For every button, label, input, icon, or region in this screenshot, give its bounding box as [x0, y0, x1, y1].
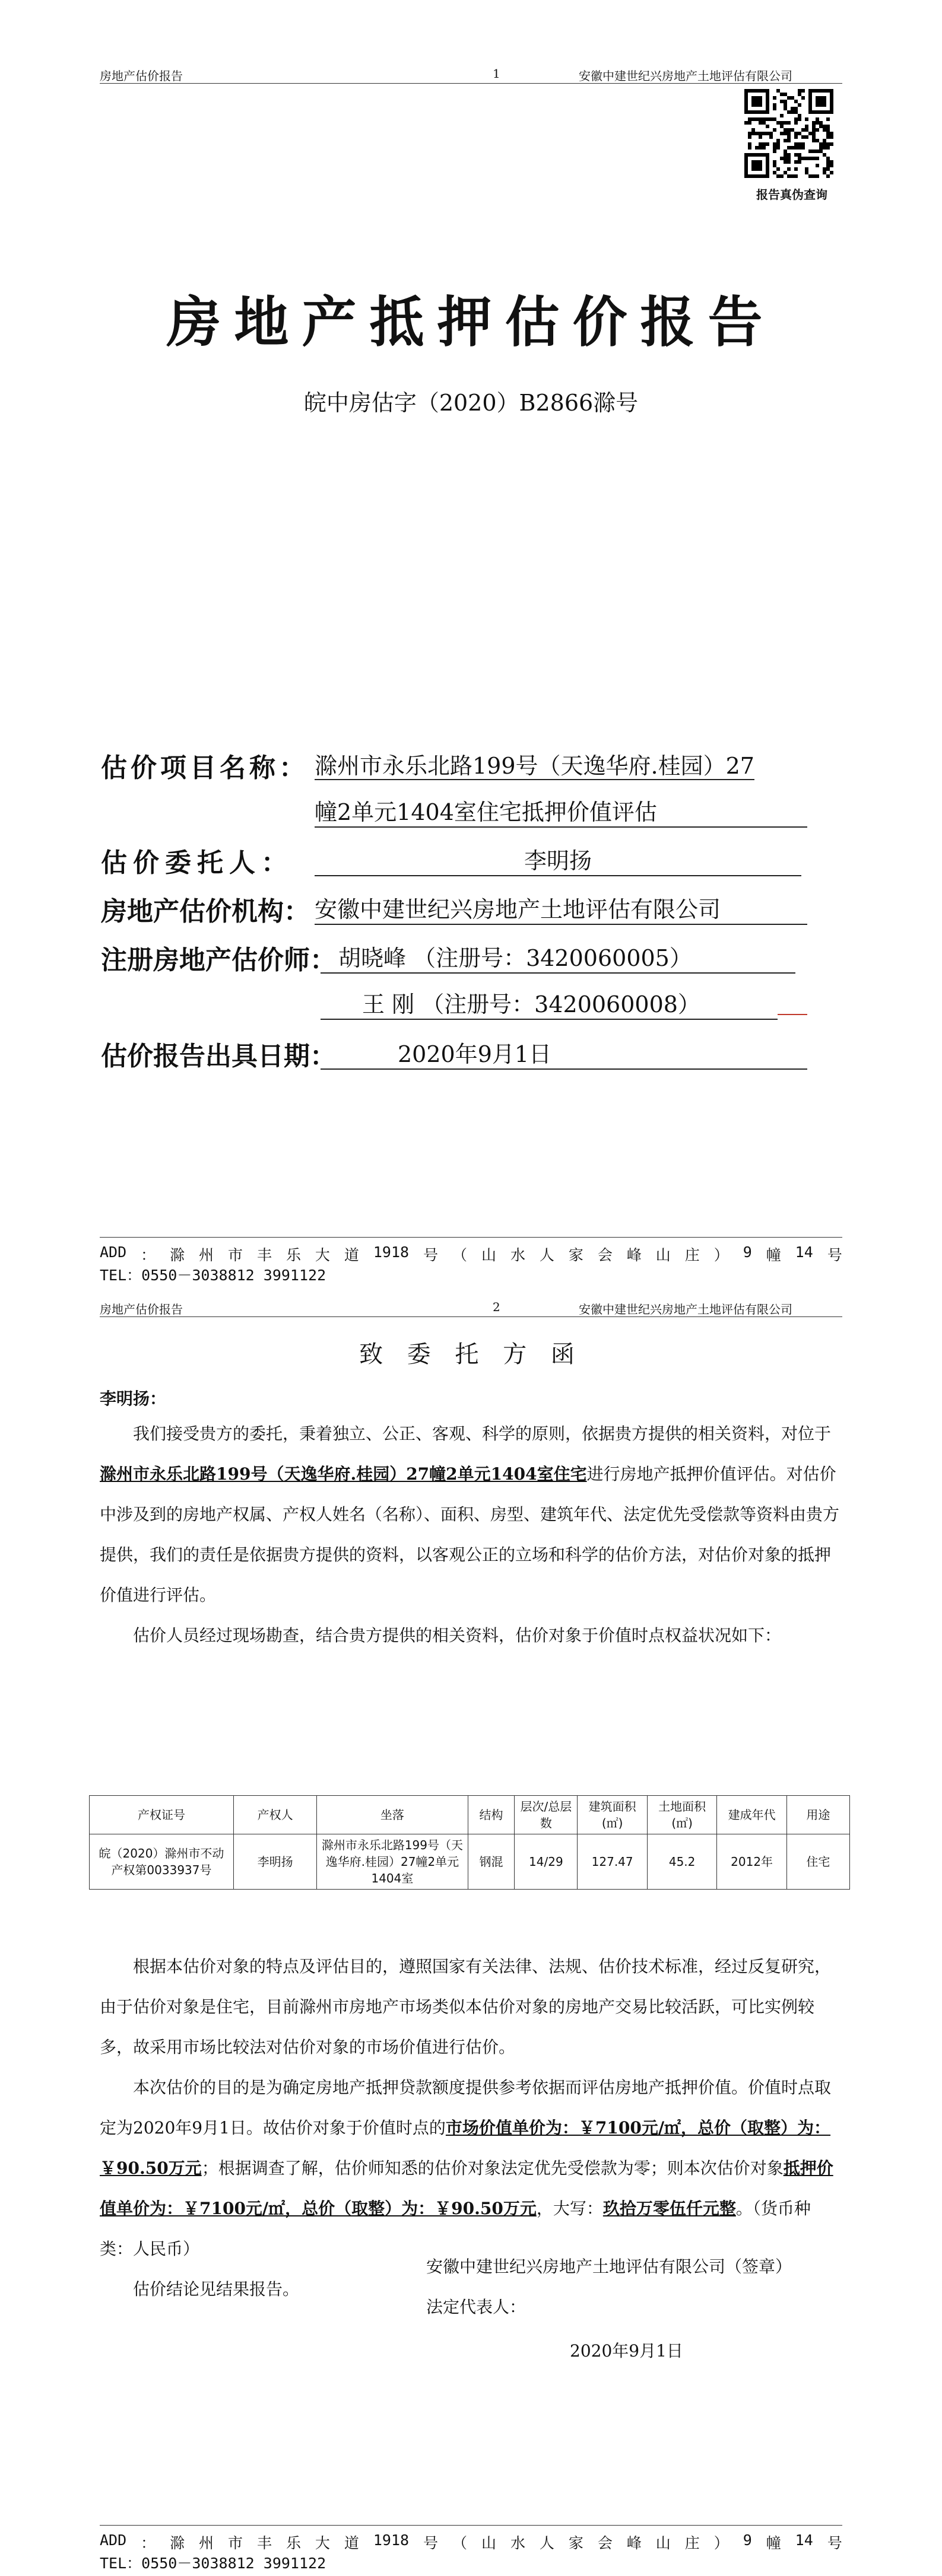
header-right: 安徽中建世纪兴房地产土地评估有限公司 [579, 69, 792, 83]
footer-address-char: 会 [597, 2534, 613, 2552]
page-2 [0, 1288, 942, 2576]
cell-year: 2012年 [717, 1834, 786, 1890]
header-rule [100, 1316, 842, 1317]
footer-address-char: 市 [228, 1246, 243, 1264]
qr-code-icon[interactable] [744, 89, 833, 178]
footer-address-char: ADD [100, 1244, 127, 1261]
header-left: 房地产估价报告 [100, 69, 183, 83]
cell-floor: 14/29 [515, 1834, 578, 1890]
project-line-1: 滁州市永乐北路199号（天逸华府.桂园）27 [315, 753, 754, 779]
footer-address-char: 山 [481, 1246, 496, 1264]
footer-address-char: ： [141, 2534, 156, 2552]
footer-address-char: 人 [539, 1246, 554, 1264]
col-header: 建成年代 [717, 1796, 786, 1834]
red-underline-mark [778, 1014, 807, 1015]
footer-address-char: 幢 [766, 1246, 781, 1264]
footer-address-char: 山 [481, 2534, 496, 2552]
col-header: 土地面积(㎡) [647, 1796, 716, 1834]
footer-address-char: ADD [100, 2532, 127, 2549]
footer-address-char: 9 [743, 1244, 752, 1261]
footer-rule [100, 1237, 842, 1238]
salutation: 李明扬： [100, 1389, 167, 1408]
footer-address-char: 乐 [286, 2534, 301, 2552]
footer-address-char: 号 [827, 2534, 842, 2552]
sign-date: 2020年9月1日 [570, 2341, 683, 2361]
footer-address-char: ） [713, 1246, 729, 1264]
footer-rule [100, 2525, 842, 2526]
footer-address-char: 道 [344, 1246, 359, 1264]
letter-title: 致 委 托 方 函 [359, 1341, 583, 1368]
page-number: 1 [493, 66, 500, 81]
footer-address-char: 山 [655, 1246, 671, 1264]
footer-address-char: 道 [344, 2534, 359, 2552]
footer-address-char: 州 [199, 1246, 214, 1264]
footer-address-char: 乐 [286, 1246, 301, 1264]
project-label: 估价项目名称： [101, 753, 309, 783]
footer-address-char: （ [452, 1246, 468, 1264]
cell-cert-no: 皖（2020）滁州市不动产权第0033937号 [90, 1834, 234, 1890]
footer-tel: TEL：0550－3038812 3991122 [100, 2555, 326, 2572]
footer-address-char: 州 [199, 2534, 214, 2552]
footer-address-char: ） [713, 2534, 729, 2552]
appraiser-2: 王 刚 （注册号：3420060008） [321, 986, 778, 1020]
report-title: 房地产抵押估价报告 [166, 290, 776, 354]
footer-address-char: 丰 [256, 1246, 272, 1264]
header-rule [100, 83, 842, 84]
footer-address-char: 1918 [373, 1244, 410, 1261]
table-header-row [90, 1796, 850, 1834]
footer-address-char: 山 [655, 2534, 671, 2552]
client-label: 估价委托人： [101, 848, 293, 878]
footer-address-char: 大 [315, 1246, 330, 1264]
footer-address-char: 号 [423, 1246, 439, 1264]
cell-building-area: 127.47 [578, 1834, 647, 1890]
footer-address-char: 峰 [626, 2534, 642, 2552]
footer-address-char: 丰 [256, 2534, 272, 2552]
footer-address-char: 水 [510, 1246, 525, 1264]
cell-usage: 住宅 [786, 1834, 849, 1890]
footer-address-char: 滁 [170, 1246, 185, 1264]
col-header: 产权人 [233, 1796, 316, 1834]
p5: 估价结论见结果报告。 [133, 2279, 300, 2299]
footer-address-char: 庄 [684, 2534, 700, 2552]
p3: 根据本估价对象的特点及评估目的，遵照国家有关法律、法规、估价技术标准，经过反复研究，由于估价对象是住宅，目前滁州市房地产市场类似本估价对象的房地产交易比较活跃，可比实例较多，故采用市场比较法对估价对象的市场价值进行估价。 [100, 1957, 832, 2057]
sign-company: 安徽中建世纪兴房地产土地评估有限公司（签章） [426, 2257, 792, 2276]
p4: 本次估价的目的是为确定房地产抵押贷款额度提供参考依据而评估房地产抵押价值。价值时点取定为2020年9月1日。故估价对象于价值时点的市场价值单价为：￥7100元/㎡，总价（取整）为：￥90.50万元；根据调查了解，估价师知悉的估价对象法定优先受偿款为零；则本次估价对象抵押价值单价为：￥7100元/㎡，总价（取整）为：￥90.50万元，大写：玖拾万零伍仟元整。（货币种类：人民币） [100, 2078, 833, 2259]
footer-address-char: 家 [568, 2534, 583, 2552]
header-right: 安徽中建世纪兴房地产土地评估有限公司 [579, 1302, 792, 1316]
agency-value: 安徽中建世纪兴房地产土地评估有限公司 [315, 891, 807, 925]
table-row [90, 1834, 850, 1890]
col-header: 建筑面积(㎡) [578, 1796, 647, 1834]
footer-address-char: 14 [795, 1244, 813, 1261]
appraiser-label: 注册房地产估价师： [101, 945, 336, 975]
date-value: 2020年9月1日 [321, 1036, 807, 1070]
footer-address-char: 庄 [684, 1246, 700, 1264]
footer-address-char: ： [141, 1246, 156, 1264]
page-number: 2 [493, 1300, 500, 1314]
project-line-2: 幢2单元1404室住宅抵押价值评估 [315, 794, 807, 828]
footer-address-char: 9 [743, 2532, 752, 2549]
footer-address-char: 市 [228, 2534, 243, 2552]
footer-address-char: 水 [510, 2534, 525, 2552]
appraiser-1: 胡晓峰 （注册号：3420060005） [321, 940, 795, 974]
footer-address-char: 号 [423, 2534, 439, 2552]
report-number: 皖中房估字（2020）B2866滁号 [303, 390, 639, 416]
p2: 估价人员经过现场勘查，结合贵方提供的相关资料，估价对象于价值时点权益状况如下： [133, 1626, 782, 1645]
footer-address-char: 号 [827, 1246, 842, 1264]
cell-structure: 钢混 [468, 1834, 515, 1890]
col-header: 坐落 [317, 1796, 468, 1834]
col-header: 结构 [468, 1796, 515, 1834]
footer-address-char: 人 [539, 2534, 554, 2552]
client-value: 李明扬 [315, 842, 801, 876]
property-table [89, 1795, 850, 1890]
footer-address-char: （ [452, 2534, 468, 2552]
cell-location: 滁州市永乐北路199号（天逸华府.桂园）27幢2单元1404室 [317, 1834, 468, 1890]
col-header: 用途 [786, 1796, 849, 1834]
footer-address-char: 峰 [626, 1246, 642, 1264]
qr-caption: 报告真伪查询 [756, 187, 827, 202]
footer-address [100, 1244, 842, 1265]
sign-representative: 法定代表人： [426, 2297, 526, 2317]
cell-land-area: 45.2 [647, 1834, 716, 1890]
footer-address-char: 会 [597, 1246, 613, 1264]
col-header: 层次/总层数 [515, 1796, 578, 1834]
property-address: 滁州市永乐北路199号（天逸华府.桂园）27幢2单元1404室住宅 [100, 1464, 587, 1484]
footer-address-char: 14 [795, 2532, 813, 2549]
footer-address-char: 滁 [170, 2534, 185, 2552]
footer-address-char: 1918 [373, 2532, 410, 2549]
footer-address-char: 幢 [766, 2534, 781, 2552]
header-left: 房地产估价报告 [100, 1302, 183, 1316]
date-label: 估价报告出具日期： [101, 1041, 336, 1071]
footer-tel: TEL：0550－3038812 3991122 [100, 1267, 326, 1284]
col-header: 产权证号 [90, 1796, 234, 1834]
agency-label: 房地产估价机构： [101, 896, 310, 927]
letter-body-1: 我们接受贵方的委托，秉着独立、公正、客观、科学的原则，依据贵方提供的相关资料，对位于滁州市永乐北路199号（天逸华府.桂园）27幢2单元1404室住宅进行房地产抵押价值评估。对估价中涉及到的房地产权属、产权人姓名（名称）、面积、房型、建筑年代、法定优先受偿款等资料由贵方提供，我们的责任是依据贵方提供的资料，以客观公正的立场和科学的估价方法，对估价对象的抵押价值进行评估。 估价人员经过现场勘查，结合贵方提供的相关资料，估价对象于价值时点权益状况如下： [100, 1414, 842, 1656]
footer-address-char: 大 [315, 2534, 330, 2552]
footer-address-char: 家 [568, 1246, 583, 1264]
cell-owner: 李明扬 [233, 1834, 316, 1890]
footer-address [100, 2532, 842, 2553]
